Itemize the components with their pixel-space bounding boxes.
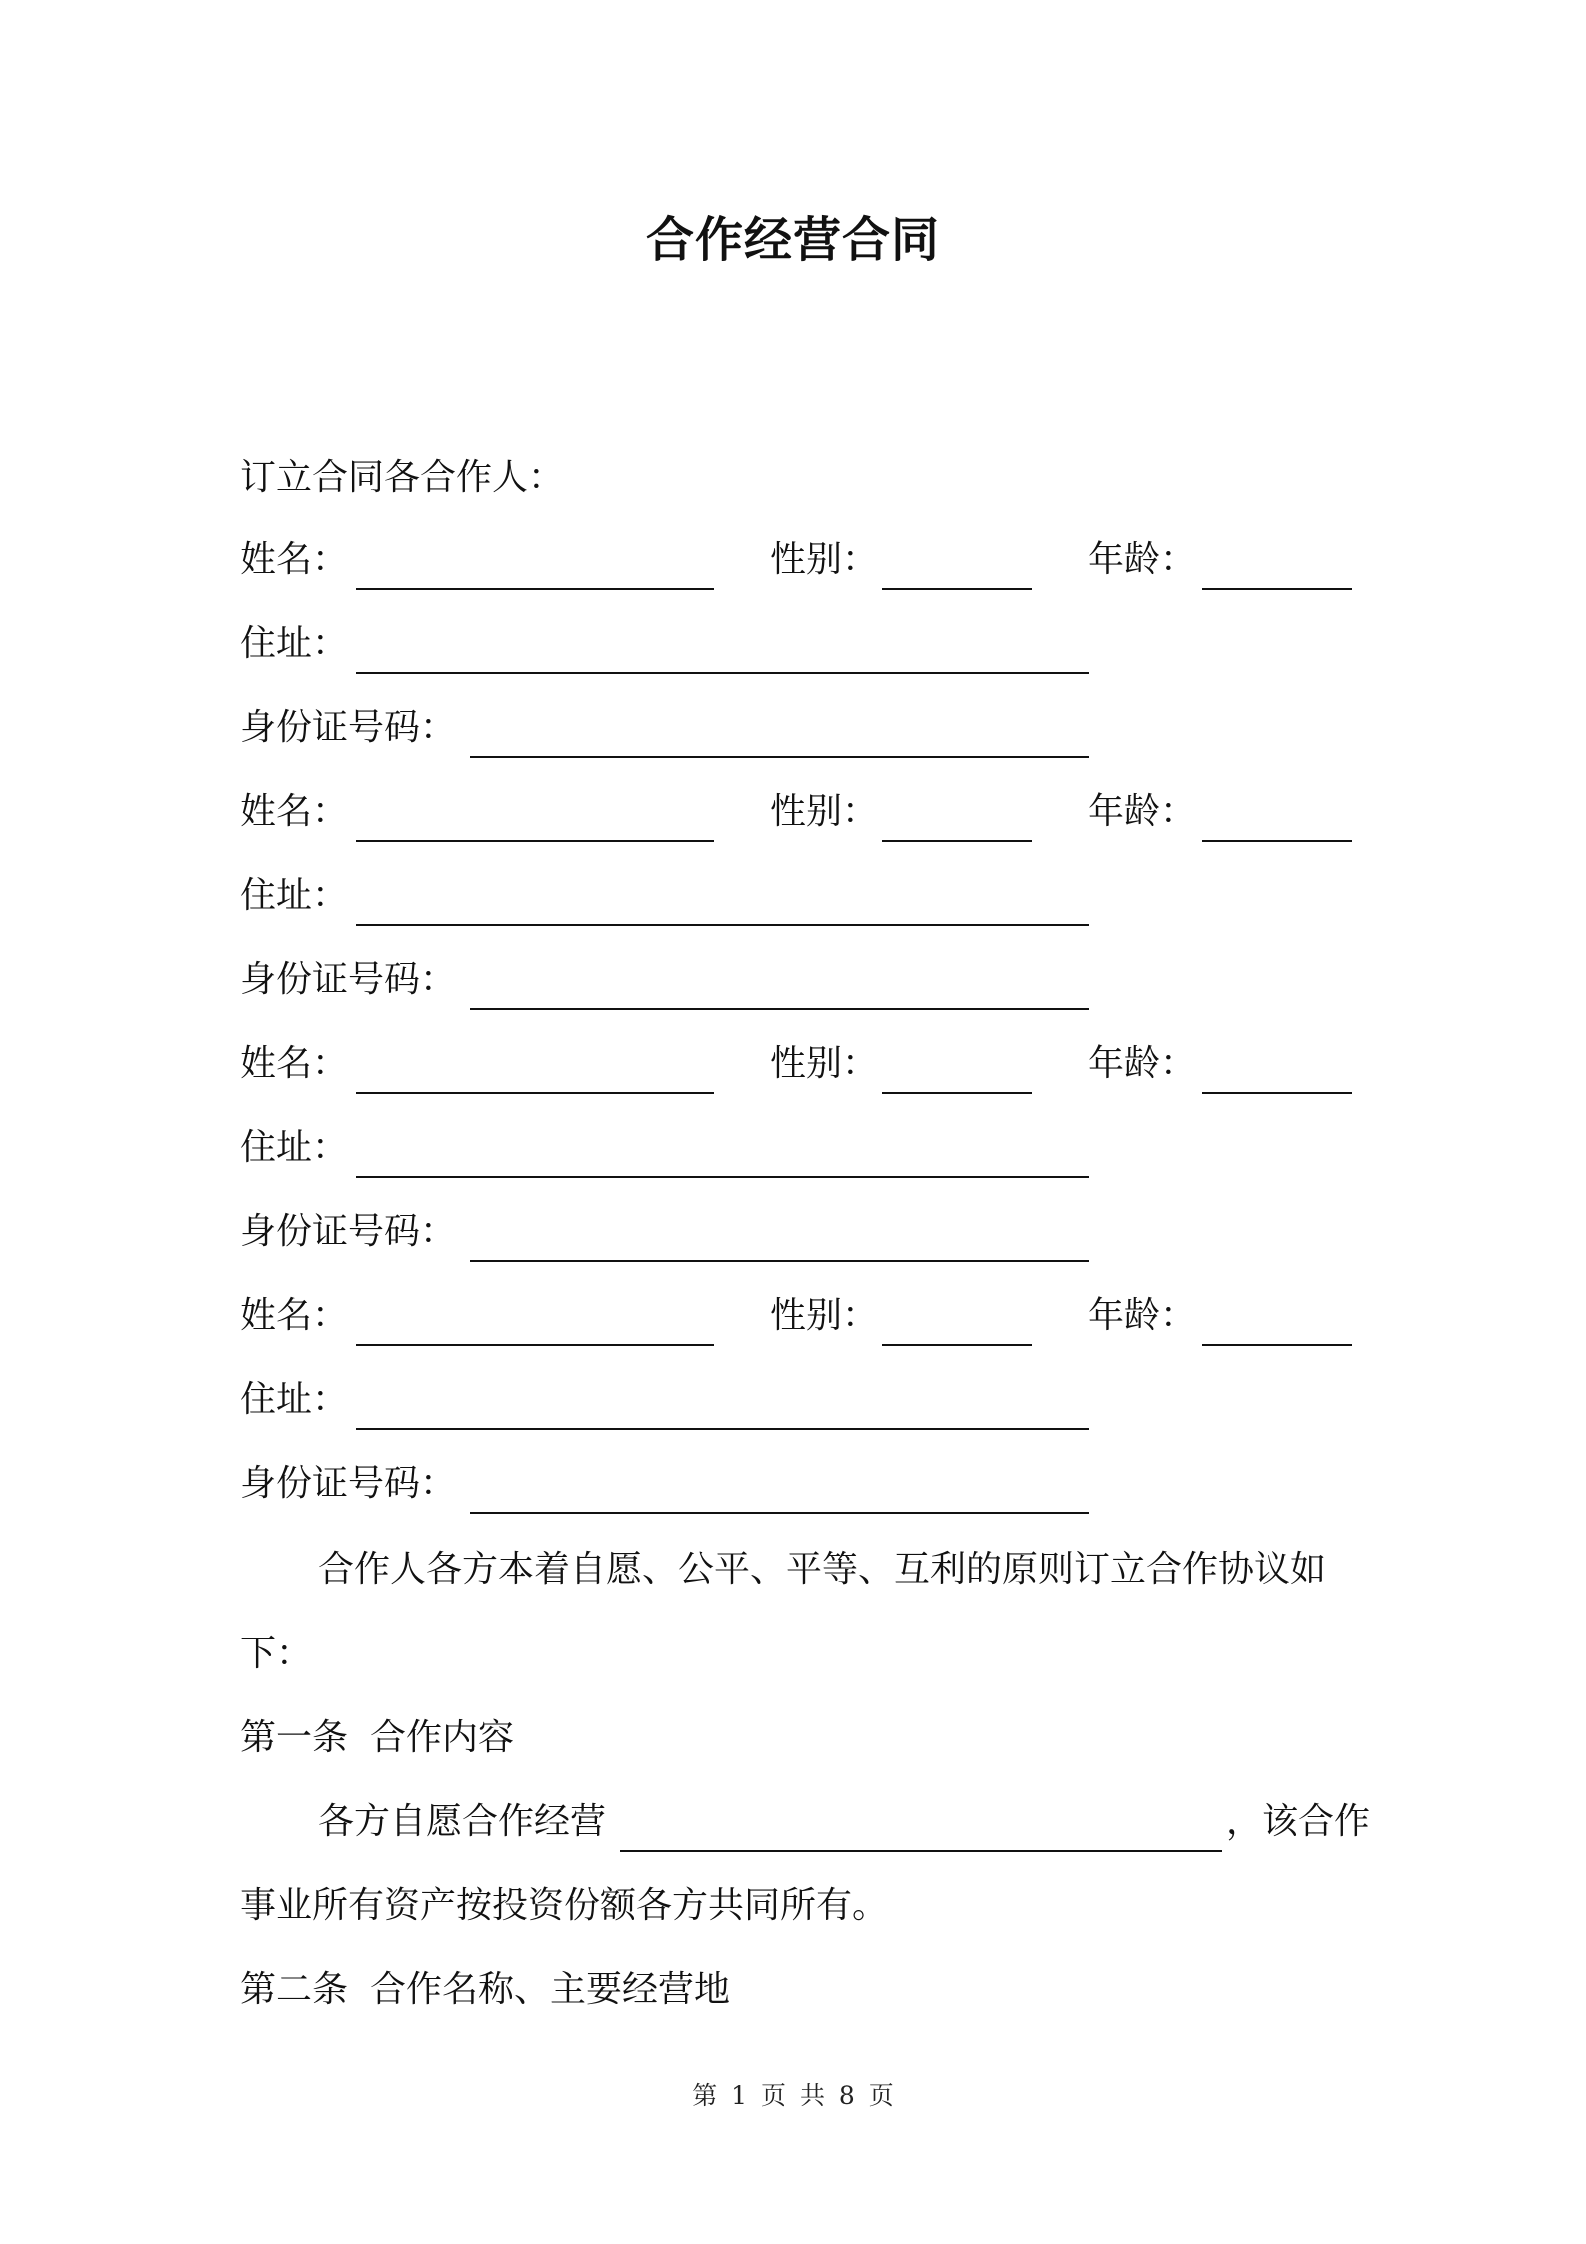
gender-label: 性别： <box>770 539 879 580</box>
address-label: 住址： <box>240 623 349 664</box>
id-blank[interactable] <box>470 1008 1089 1010</box>
name-label: 姓名： <box>240 539 349 580</box>
article-body-continued: 事业所有资产按投资份额各方共同所有。 <box>240 1885 889 1926</box>
name-blank[interactable] <box>356 588 714 590</box>
age-label: 年龄： <box>1088 1043 1197 1084</box>
age-label: 年龄： <box>1088 791 1197 832</box>
id-label: 身份证号码： <box>240 707 457 748</box>
address-blank[interactable] <box>356 924 1089 926</box>
gender-blank[interactable] <box>882 1092 1032 1094</box>
id-label: 身份证号码： <box>240 1463 457 1504</box>
article-title: 合作名称、主要经营地 <box>370 1969 731 2010</box>
gender-blank[interactable] <box>882 1344 1032 1346</box>
name-blank[interactable] <box>356 1344 714 1346</box>
name-label: 姓名： <box>240 1295 349 1336</box>
article-body: 各方自愿合作经营 <box>318 1801 607 1842</box>
article-heading <box>240 1714 514 1762</box>
preamble-text: 合作人各方本着自愿、公平、平等、互利的原则订立合作协议如 <box>318 1549 1327 1590</box>
gender-blank[interactable] <box>882 588 1032 590</box>
article-body-after-blank: ，该合作 <box>1226 1801 1371 1842</box>
address-blank[interactable] <box>356 1176 1089 1178</box>
age-blank[interactable] <box>1202 1344 1352 1346</box>
address-label: 住址： <box>240 1127 349 1168</box>
gender-label: 性别： <box>770 1043 879 1084</box>
id-blank[interactable] <box>470 1260 1089 1262</box>
address-blank[interactable] <box>356 672 1089 674</box>
name-label: 姓名： <box>240 791 349 832</box>
preamble-text-continued: 下： <box>240 1633 313 1674</box>
article-title: 合作内容 <box>370 1717 515 1758</box>
page-footer: 第 1 页 共 8 页 <box>692 2081 894 2110</box>
age-label: 年龄： <box>1088 1295 1197 1336</box>
age-blank[interactable] <box>1202 588 1352 590</box>
age-blank[interactable] <box>1202 1092 1352 1094</box>
gender-blank[interactable] <box>882 840 1032 842</box>
id-label: 身份证号码： <box>240 1211 457 1252</box>
address-blank[interactable] <box>356 1428 1089 1430</box>
article-number: 第二条 <box>240 1969 349 2010</box>
gender-label: 性别： <box>770 1295 879 1336</box>
address-label: 住址： <box>240 1379 349 1420</box>
age-blank[interactable] <box>1202 840 1352 842</box>
address-label: 住址： <box>240 875 349 916</box>
name-label: 姓名： <box>240 1043 349 1084</box>
age-label: 年龄： <box>1088 539 1197 580</box>
article-number: 第一条 <box>240 1717 349 1758</box>
article-heading <box>240 1966 730 2014</box>
document-title: 合作经营合同 <box>645 212 940 268</box>
id-blank[interactable] <box>470 1512 1089 1514</box>
id-label: 身份证号码： <box>240 959 457 1000</box>
intro-label: 订立合同各合作人： <box>240 457 565 498</box>
gender-label: 性别： <box>770 791 879 832</box>
id-blank[interactable] <box>470 756 1089 758</box>
business-scope-blank[interactable] <box>620 1850 1222 1852</box>
name-blank[interactable] <box>356 840 714 842</box>
name-blank[interactable] <box>356 1092 714 1094</box>
